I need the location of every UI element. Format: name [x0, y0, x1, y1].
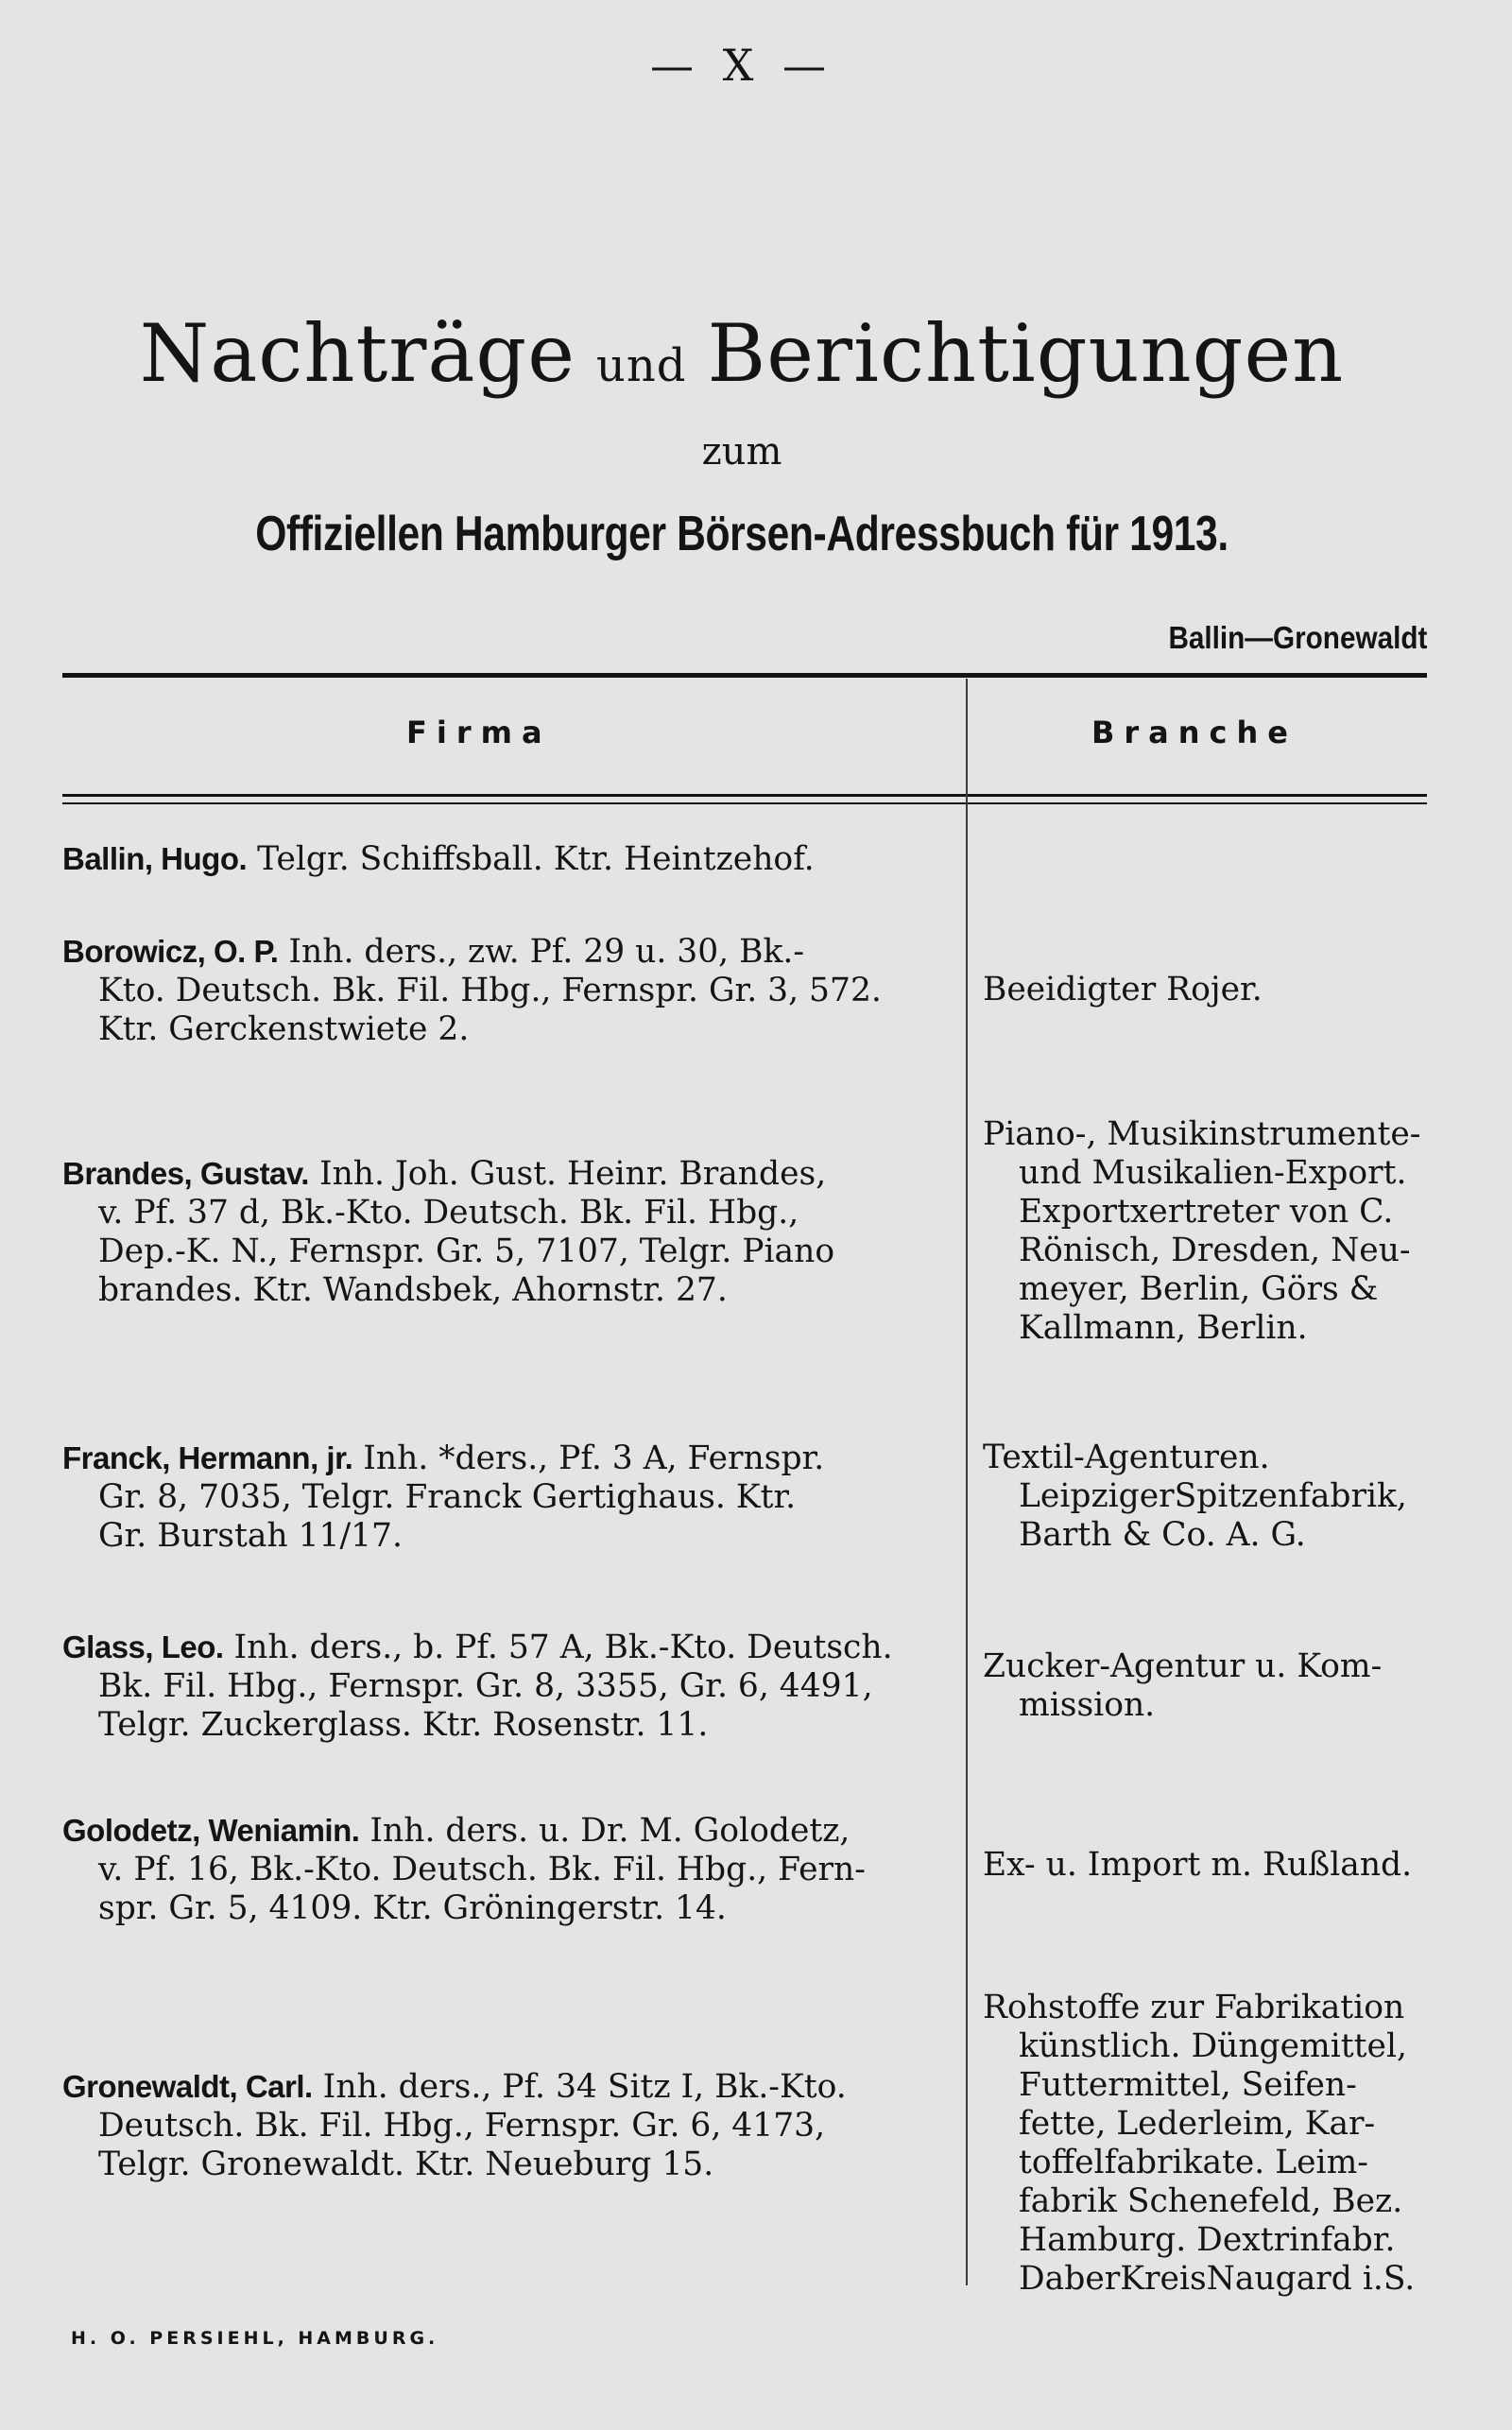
firm-text: brandes. Ktr. Wandsbek, Ahornstr. 27. — [98, 1271, 728, 1309]
branche-text: künstlich. Düngemittel, — [1019, 2027, 1407, 2065]
branche-text: Piano-, Musikinstrumente- — [983, 1115, 1421, 1153]
entry-branche-gronewaldt — [983, 1989, 1436, 2299]
branche-text: Ex- u. Import m. Rußland. — [983, 1846, 1413, 1884]
entry-branche-borowicz — [983, 971, 1436, 1009]
branche-text: Kallmann, Berlin. — [1019, 1309, 1308, 1347]
firm-text: Kto. Deutsch. Bk. Fil. Hbg., Fernspr. Gr. 3, 572. — [98, 972, 882, 1009]
branche-text: mission. — [1019, 1686, 1156, 1724]
branche-text: fette, Lederleim, Kar- — [1019, 2105, 1376, 2143]
firm-text: Inh. ders., b. Pf. 57 A, Bk.-Kto. Deutsch. — [223, 1629, 893, 1666]
branche-text: Rönisch, Dresden, Neu- — [1019, 1232, 1411, 1269]
entry-firma-ballin — [62, 839, 954, 879]
firm-text: Ktr. Gerckenstwiete 2. — [98, 1010, 470, 1048]
firm-name: Brandes, Gustav. — [62, 1156, 309, 1191]
entry-branche-franck — [983, 1439, 1436, 1555]
column-header-firma: Firma — [406, 715, 552, 750]
entry-branche-golodetz — [983, 1846, 1436, 1885]
page-number: — X — — [650, 40, 833, 91]
firm-text: Deutsch. Bk. Fil. Hbg., Fernspr. Gr. 6, 4173, — [98, 2107, 826, 2145]
firm-name: Ballin, Hugo. — [62, 841, 248, 876]
branche-text: Barth & Co. A. G. — [1019, 1516, 1306, 1554]
firm-text: Dep.-K. N., Fernspr. Gr. 5, 7107, Telgr. Piano — [98, 1232, 835, 1270]
title-und: und — [595, 339, 687, 392]
header-rule-2 — [62, 802, 1427, 804]
entry-firma-brandes — [62, 1154, 954, 1310]
branche-text: Futtermittel, Seifen- — [1019, 2066, 1357, 2104]
branche-text: und Musikalien-Export. — [1019, 1154, 1407, 1192]
firm-text: Bk. Fil. Hbg., Fernspr. Gr. 8, 3355, Gr. 6, 4491, — [98, 1667, 873, 1705]
firm-text: Inh. *ders., Pf. 3 A, Fernspr. — [352, 1439, 825, 1477]
column-header-branche: Branche — [1091, 715, 1297, 750]
branche-text: Beeidigter Rojer. — [983, 971, 1263, 1008]
subtitle: zum — [701, 430, 782, 474]
page-title — [0, 307, 1484, 400]
branche-text: Textil-Agenturen. — [983, 1439, 1270, 1476]
firm-text: spr. Gr. 5, 4109. Ktr. Gröningerstr. 14. — [98, 1889, 727, 1927]
printer-imprint: H. O. PERSIEHL, HAMBURG. — [71, 2328, 439, 2349]
entry-firma-franck — [62, 1439, 954, 1556]
entry-firma-gronewaldt — [62, 2067, 954, 2184]
entry-firma-borowicz — [62, 932, 954, 1049]
firm-text: Gr. Burstah 11/17. — [98, 1517, 403, 1555]
column-divider — [966, 679, 968, 2285]
alphabet-range: Ballin—Gronewaldt — [1168, 620, 1427, 655]
branche-text: Exportxertreter von C. — [1019, 1193, 1394, 1231]
firm-text: v. Pf. 37 d, Bk.-Kto. Deutsch. Bk. Fil. Hbg., — [98, 1194, 799, 1232]
entry-branche-brandes — [983, 1115, 1436, 1348]
branche-text: meyer, Berlin, Görs & — [1019, 1270, 1379, 1308]
firm-text: v. Pf. 16, Bk.-Kto. Deutsch. Bk. Fil. Hbg., Fern- — [98, 1851, 866, 1888]
firm-text: Inh. Joh. Gust. Heinr. Brandes, — [308, 1155, 827, 1193]
firm-name: Franck, Hermann, jr. — [62, 1440, 353, 1475]
firm-text: Inh. ders., zw. Pf. 29 u. 30, Bk.- — [278, 933, 804, 971]
firm-text: Inh. ders., Pf. 34 Sitz I, Bk.-Kto. — [312, 2068, 847, 2106]
title-part2: Berichtigungen — [707, 307, 1345, 400]
entry-firma-glass — [62, 1628, 954, 1745]
entry-branche-glass — [983, 1647, 1436, 1725]
branche-text: LeipzigerSpitzenfabrik, — [1019, 1477, 1407, 1515]
firm-text: Gr. 8, 7035, Telgr. Franck Gertighaus. Ktr. — [98, 1478, 797, 1516]
branche-text: toffelfabrikate. Leim- — [1019, 2144, 1368, 2181]
firm-text: Telgr. Zuckerglass. Ktr. Rosenstr. 11. — [98, 1706, 709, 1744]
book-title: Offiziellen Hamburger Börsen-Adressbuch für 1913. — [255, 507, 1228, 561]
firm-name: Golodetz, Weniamin. — [62, 1813, 360, 1848]
branche-text: Hamburg. Dextrinfabr. — [1019, 2221, 1396, 2259]
title-part1: Nachträge — [139, 307, 576, 400]
firm-name: Glass, Leo. — [62, 1629, 224, 1664]
branche-text: Rohstoffe zur Fabrikation — [983, 1989, 1405, 2026]
firm-text: Telgr. Schiffsball. Ktr. Heintzehof. — [247, 840, 815, 878]
table-top-rule — [62, 673, 1427, 678]
entry-firma-golodetz — [62, 1811, 954, 1928]
branche-text: DaberKreisNaugard i.S. — [1019, 2260, 1416, 2298]
firm-name: Gronewaldt, Carl. — [62, 2069, 313, 2104]
firm-name: Borowicz, O. P. — [62, 934, 279, 969]
firm-text: Inh. ders. u. Dr. M. Golodetz, — [359, 1812, 850, 1850]
firm-text: Telgr. Gronewaldt. Ktr. Neueburg 15. — [98, 2146, 714, 2183]
header-rule-1 — [62, 794, 1427, 797]
branche-text: Zucker-Agentur u. Kom- — [983, 1647, 1383, 1685]
branche-text: fabrik Schenefeld, Bez. — [1019, 2182, 1403, 2220]
